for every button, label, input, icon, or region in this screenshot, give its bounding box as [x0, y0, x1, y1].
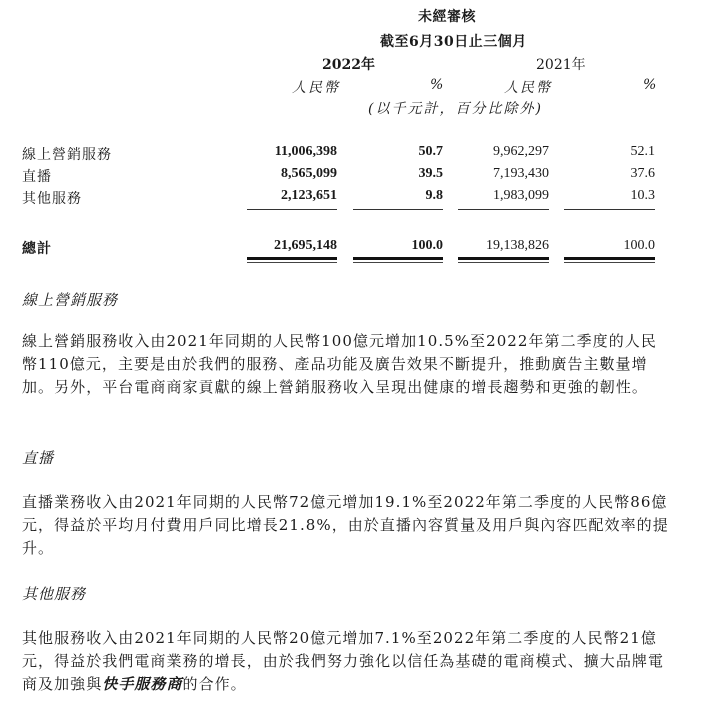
row-label: 其他服務 [22, 191, 82, 207]
section-body-other-services [22, 627, 672, 696]
total-rmb-2021: 19,138,826 [486, 238, 549, 253]
section-heading-online-marketing: 線上營銷服務 [22, 291, 119, 309]
pct-2021-cell: 10.3 [630, 188, 655, 203]
year-2022-header: 2022年 [322, 57, 375, 73]
section-heading-other-services: 其他服務 [22, 585, 87, 603]
pct-2021-cell: 52.1 [630, 144, 655, 159]
section-body-live-streaming: 直播業務收入由2021年同期的人民幣72億元增加19.1%至2022年第二季度的人民幣86億元，得益於平均月付費用戶同比增長21.8%，由於直播內容質量及用戶與內容匹配效率的提升。 [22, 493, 669, 557]
rmb-2021-cell: 1,983,099 [493, 188, 549, 203]
row-label: 直播 [22, 169, 52, 185]
total-double-rule [247, 262, 337, 263]
rmb-2022-cell: 8,565,099 [281, 166, 337, 181]
body-text: 的合作。 [182, 675, 247, 693]
row-label: 線上營銷服務 [22, 147, 112, 163]
subtotal-rule [247, 209, 337, 210]
pct-2021-header: % [643, 77, 659, 93]
unit-note: (以千元計，百分比除外) [368, 101, 543, 117]
year-2021-header: 2021年 [536, 57, 586, 73]
currency-2022-header: 人民幣 [292, 80, 340, 96]
pct-2022-cell: 9.8 [425, 188, 443, 203]
currency-2021-header: 人民幣 [504, 80, 552, 96]
total-label: 總計 [22, 241, 52, 257]
pct-2021-cell: 37.6 [630, 166, 655, 181]
rmb-2022-cell: 2,123,651 [281, 188, 337, 203]
rmb-2022-cell: 11,006,398 [274, 144, 337, 159]
pct-2022-header: % [430, 77, 446, 93]
total-double-rule [564, 262, 655, 263]
subtotal-rule [353, 209, 443, 210]
total-double-rule [247, 257, 337, 260]
total-rmb-2022: 21,695,148 [274, 238, 337, 253]
total-double-rule [353, 257, 443, 260]
pct-2022-cell: 50.7 [418, 144, 443, 159]
rmb-2021-cell: 9,962,297 [493, 144, 549, 159]
audit-status-title: 未經審核 [418, 9, 476, 25]
total-double-rule [458, 262, 549, 263]
rmb-2021-cell: 7,193,430 [493, 166, 549, 181]
body-text: 其他服務收入由2021年同期的人民幣20億元增加7.1%至2022年第二季度的人民幣21億元，得益於我們電商業務的增長，由於我們努力強化以信任為基礎的電商模式、擴大品牌電商及加強與 [22, 629, 665, 693]
pct-2022-cell: 39.5 [418, 166, 443, 181]
section-heading-live-streaming: 直播 [22, 449, 55, 467]
subtotal-rule [458, 209, 549, 210]
total-pct-2022: 100.0 [411, 238, 443, 253]
section-body-online-marketing: 線上營銷服務收入由2021年同期的人民幣100億元增加10.5%至2022年第二季度的人民幣110億元，主要是由於我們的服務、產品功能及廣告效果不斷提升，推動廣告主數量增加。另外，平台電商商家貢獻的線上營銷服務收入呈現出健康的增長趨勢和更強的韌性。 [22, 332, 657, 396]
emphasized-term: 快手服務商 [102, 675, 183, 693]
total-double-rule [458, 257, 549, 260]
total-pct-2021: 100.0 [623, 238, 655, 253]
period-subtitle: 截至6月30日止三個月 [380, 34, 527, 50]
total-double-rule [564, 257, 655, 260]
total-double-rule [353, 262, 443, 263]
subtotal-rule [564, 209, 655, 210]
